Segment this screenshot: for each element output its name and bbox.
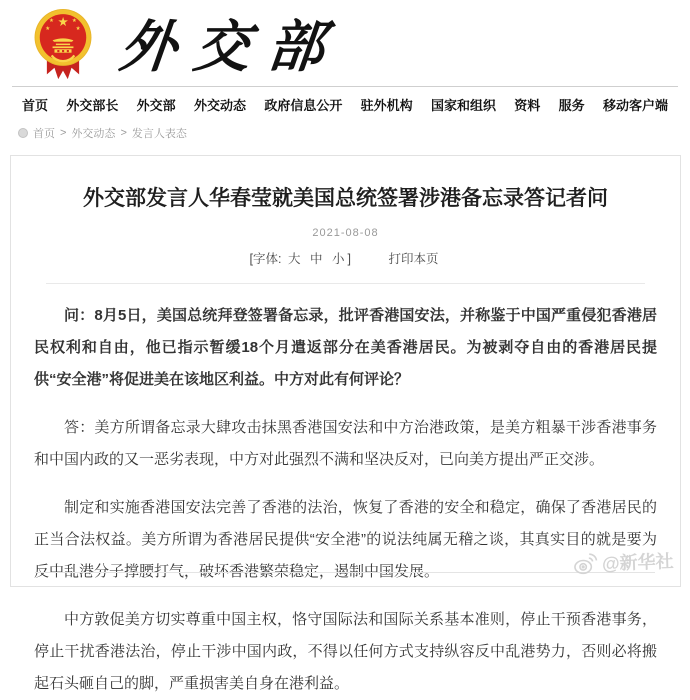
- footer-divider: [35, 572, 655, 573]
- weibo-icon: [573, 551, 600, 576]
- breadcrumb-separator: >: [60, 127, 67, 139]
- nav-item-missions-abroad[interactable]: 驻外机构: [360, 98, 413, 113]
- font-size-large-button[interactable]: 大: [287, 252, 301, 266]
- watermark-text: @新华社: [602, 551, 675, 574]
- article-container: [10, 155, 681, 692]
- breadcrumb-home[interactable]: 首页: [33, 128, 55, 140]
- article-paragraph-answer-3: 中方敦促美方切实尊重中国主权，恪守国际法和国际关系基本准则，停止干预香港事务，停止干扰香港法治，停止干涉中国内政，不得以任何方式支持纵容反中乱港势力，否则必将搬起石头砸自己的脚，严重损害美自身在港利益。: [34, 611, 657, 692]
- xinhua-watermark: [573, 547, 674, 576]
- article-body: [34, 300, 657, 700]
- nav-item-mobile-client[interactable]: 移动客户端: [602, 98, 668, 113]
- article-paragraph-question: 问：8月5日，美国总统拜登签署备忘录，批评香港国安法，并称鉴于中国严重侵犯香港居民权利和自由，他已指示暂缓18个月遣返部分在美香港居民。为被剥夺自由的香港居民提供“安全港”将促进美在该地区利益。中方对此有何评论？: [34, 307, 657, 388]
- article-paragraph-answer-1: 答：美方所谓备忘录大肆攻击抹黑香港国安法和中方治港政策，是美方粗暴干涉香港事务和中国内政的又一恶劣表现，中方对此强烈不满和坚决反对，已向美方提出严正交涉。: [34, 419, 657, 468]
- title-divider: [46, 283, 645, 284]
- page-title: 外交部发言人华春莹就美国总统签署涉港备忘录答记者问: [83, 187, 608, 210]
- article-paragraph-answer-2: 制定和实施香港国安法完善了香港的法治，恢复了香港的安全和稳定，确保了香港居民的正当合法权益。美方所谓为香港居民提供“安全港”的说法纯属无稽之谈，其真实目的就是要为反中乱港分子撑腰打气，破坏香港繁荣稳定，遏制中国发展。: [34, 499, 657, 580]
- nav-item-gov-info[interactable]: 政府信息公开: [264, 98, 343, 113]
- national-emblem-icon: [34, 8, 92, 82]
- article-date: 2021-08-08: [312, 227, 379, 239]
- font-control-open: [: [249, 252, 253, 266]
- print-page-button[interactable]: 打印本页: [388, 252, 439, 266]
- logo-calligraphy: 外交部: [116, 14, 346, 80]
- font-control-label: 字体:: [253, 252, 282, 266]
- font-control-close: ]: [347, 252, 351, 266]
- home-badge-icon: [18, 128, 28, 138]
- font-size-medium-button[interactable]: 中: [309, 252, 323, 266]
- site-logo[interactable]: [0, 0, 690, 86]
- svg-text:★: ★: [49, 18, 55, 25]
- nav-item-resources[interactable]: 资料: [514, 98, 541, 113]
- nav-item-minister[interactable]: 外交部长: [66, 98, 119, 113]
- nav-item-diplomatic-activities[interactable]: 外交动态: [193, 98, 246, 113]
- article-toolbar: [34, 249, 657, 267]
- breadcrumb: [18, 125, 690, 141]
- svg-text:★: ★: [75, 25, 81, 32]
- nav-item-ministry[interactable]: 外交部: [136, 98, 176, 113]
- breadcrumb-separator: >: [120, 127, 127, 139]
- breadcrumb-diplomatic-activities[interactable]: 外交动态: [71, 128, 116, 140]
- nav-item-home[interactable]: 首页: [22, 98, 49, 113]
- primary-nav: [0, 87, 690, 120]
- svg-text:★: ★: [57, 15, 69, 30]
- nav-item-countries-orgs[interactable]: 国家和组织: [430, 98, 496, 113]
- nav-item-services[interactable]: 服务: [558, 98, 585, 113]
- font-size-small-button[interactable]: 小: [331, 252, 345, 266]
- svg-text:★: ★: [71, 18, 77, 25]
- breadcrumb-spokesperson-remarks[interactable]: 发言人表态: [131, 128, 187, 140]
- svg-text:★: ★: [45, 25, 51, 32]
